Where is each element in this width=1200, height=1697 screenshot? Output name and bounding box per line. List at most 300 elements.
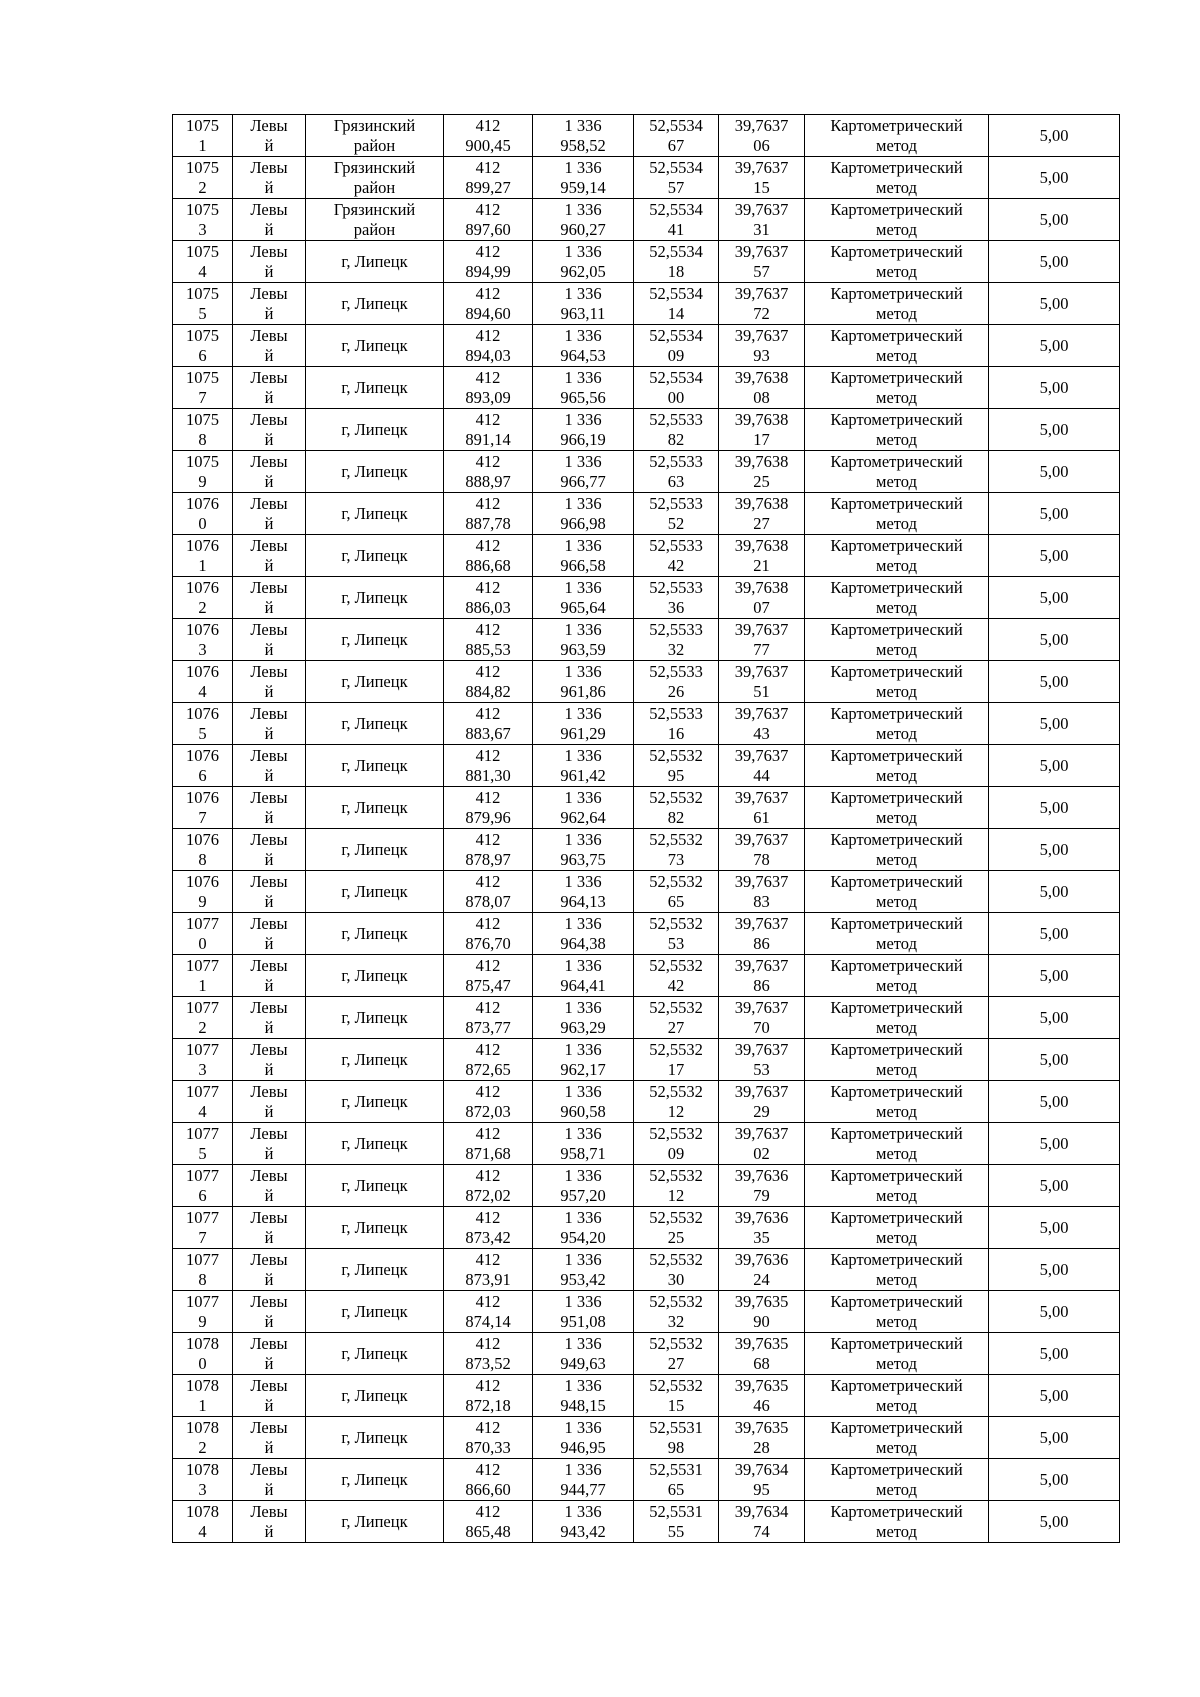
- y-coordinate-cell-line: 1 336: [564, 1417, 602, 1437]
- method-cell-line: Картометрический: [830, 997, 963, 1017]
- point-number-cell-line: 1078: [186, 1459, 219, 1479]
- x-coordinate-cell-line: 894,03: [465, 345, 511, 365]
- latitude-cell-line: 52,5533: [649, 577, 703, 597]
- latitude-cell-line: 52,5534: [649, 199, 703, 219]
- table-row: [173, 535, 1120, 577]
- method-cell: [805, 1417, 989, 1459]
- district-cell-line: г, Липецк: [341, 671, 408, 691]
- bank-side-cell-line: Левы: [250, 1375, 288, 1395]
- y-coordinate-cell: [533, 157, 634, 199]
- point-number-cell: [173, 115, 233, 157]
- latitude-cell: [634, 1291, 719, 1333]
- point-number-cell-line: 1077: [186, 1123, 219, 1143]
- latitude-cell-line: 12: [667, 1185, 685, 1205]
- accuracy-cell-value: 5,00: [1039, 1175, 1069, 1195]
- longitude-cell-line: 70: [753, 1017, 770, 1037]
- x-coordinate-cell-line: 412: [475, 157, 501, 177]
- bank-side-cell: [233, 871, 306, 913]
- method-cell: [805, 997, 989, 1039]
- district-cell-line: г, Липецк: [341, 965, 408, 985]
- longitude-cell: [719, 1501, 805, 1543]
- method-cell-line: метод: [876, 177, 917, 197]
- point-number-cell: [173, 997, 233, 1039]
- y-coordinate-cell-line: 966,77: [560, 471, 606, 491]
- district-cell-line: г, Липецк: [341, 419, 408, 439]
- method-cell-line: метод: [876, 765, 917, 785]
- method-cell-line: Картометрический: [830, 703, 963, 723]
- method-cell-line: метод: [876, 1101, 917, 1121]
- x-coordinate-cell-line: 886,68: [465, 555, 511, 575]
- point-number-cell: [173, 955, 233, 997]
- x-coordinate-cell: [444, 1417, 533, 1459]
- y-coordinate-cell-line: 949,63: [560, 1353, 606, 1373]
- accuracy-cell-value: 5,00: [1039, 461, 1069, 481]
- method-cell-line: метод: [876, 429, 917, 449]
- point-number-cell-line: 1075: [186, 325, 219, 345]
- bank-side-cell: [233, 1501, 306, 1543]
- y-coordinate-cell: [533, 955, 634, 997]
- longitude-cell: [719, 115, 805, 157]
- longitude-cell-line: 35: [753, 1227, 770, 1247]
- longitude-cell-line: 39,7637: [734, 325, 789, 345]
- method-cell-line: Картометрический: [830, 661, 963, 681]
- method-cell-line: Картометрический: [830, 1081, 963, 1101]
- point-number-cell: [173, 619, 233, 661]
- point-number-cell-line: 1076: [186, 745, 219, 765]
- accuracy-cell-value: 5,00: [1039, 1427, 1069, 1447]
- latitude-cell-line: 41: [667, 219, 685, 239]
- x-coordinate-cell: [444, 535, 533, 577]
- accuracy-cell-value: 5,00: [1039, 629, 1069, 649]
- table-row: [173, 1291, 1120, 1333]
- longitude-cell-line: 39,7636: [734, 1165, 789, 1185]
- bank-side-cell-line: Левы: [250, 199, 288, 219]
- bank-side-cell: [233, 703, 306, 745]
- method-cell-line: Картометрический: [830, 199, 963, 219]
- point-number-cell: [173, 241, 233, 283]
- longitude-cell-line: 39,7637: [734, 871, 789, 891]
- method-cell-line: метод: [876, 1311, 917, 1331]
- accuracy-cell-value: 5,00: [1039, 881, 1069, 901]
- method-cell-line: метод: [876, 471, 917, 491]
- x-coordinate-cell-line: 897,60: [465, 219, 511, 239]
- point-number-cell-line: 0: [198, 933, 207, 953]
- district-cell-line: Грязинский: [333, 199, 416, 219]
- latitude-cell-line: 52,5531: [649, 1417, 703, 1437]
- y-coordinate-cell-line: 1 336: [564, 871, 602, 891]
- district-cell: [306, 1207, 444, 1249]
- point-number-cell-line: 1076: [186, 493, 219, 513]
- bank-side-cell-line: й: [264, 681, 274, 701]
- table-row: [173, 1207, 1120, 1249]
- y-coordinate-cell-line: 1 336: [564, 997, 602, 1017]
- x-coordinate-cell: [444, 1081, 533, 1123]
- bank-side-cell-line: й: [264, 513, 274, 533]
- x-coordinate-cell: [444, 703, 533, 745]
- accuracy-cell: [989, 1207, 1120, 1249]
- x-coordinate-cell-line: 900,45: [465, 135, 511, 155]
- longitude-cell-line: 39,7638: [734, 493, 789, 513]
- method-cell-line: Картометрический: [830, 1501, 963, 1521]
- x-coordinate-cell: [444, 577, 533, 619]
- y-coordinate-cell: [533, 1207, 634, 1249]
- district-cell: [306, 1165, 444, 1207]
- x-coordinate-cell-line: 412: [475, 1459, 501, 1479]
- x-coordinate-cell: [444, 829, 533, 871]
- point-number-cell-line: 3: [198, 639, 207, 659]
- x-coordinate-cell: [444, 871, 533, 913]
- latitude-cell-line: 52,5533: [649, 619, 703, 639]
- longitude-cell: [719, 619, 805, 661]
- bank-side-cell-line: Левы: [250, 1459, 288, 1479]
- accuracy-cell: [989, 367, 1120, 409]
- longitude-cell: [719, 1249, 805, 1291]
- accuracy-cell: [989, 1123, 1120, 1165]
- method-cell-line: метод: [876, 1479, 917, 1499]
- latitude-cell: [634, 115, 719, 157]
- district-cell-line: г, Липецк: [341, 293, 408, 313]
- method-cell: [805, 493, 989, 535]
- longitude-cell-line: 39,7635: [734, 1333, 789, 1353]
- x-coordinate-cell-line: 865,48: [465, 1521, 511, 1541]
- latitude-cell-line: 09: [667, 1143, 685, 1163]
- bank-side-cell-line: й: [264, 1185, 274, 1205]
- y-coordinate-cell: [533, 1417, 634, 1459]
- longitude-cell-line: 39,7637: [734, 283, 789, 303]
- y-coordinate-cell-line: 1 336: [564, 1081, 602, 1101]
- y-coordinate-cell: [533, 745, 634, 787]
- bank-side-cell: [233, 1375, 306, 1417]
- y-coordinate-cell: [533, 1039, 634, 1081]
- accuracy-cell: [989, 577, 1120, 619]
- longitude-cell-line: 53: [753, 1059, 770, 1079]
- bank-side-cell: [233, 157, 306, 199]
- bank-side-cell: [233, 1123, 306, 1165]
- district-cell-line: г, Липецк: [341, 839, 408, 859]
- method-cell-line: Картометрический: [830, 787, 963, 807]
- x-coordinate-cell: [444, 451, 533, 493]
- point-number-cell: [173, 283, 233, 325]
- district-cell: [306, 787, 444, 829]
- longitude-cell-line: 43: [753, 723, 770, 743]
- accuracy-cell: [989, 325, 1120, 367]
- accuracy-cell-value: 5,00: [1039, 1091, 1069, 1111]
- y-coordinate-cell: [533, 913, 634, 955]
- district-cell: [306, 157, 444, 199]
- method-cell-line: метод: [876, 975, 917, 995]
- y-coordinate-cell-line: 954,20: [560, 1227, 606, 1247]
- latitude-cell-line: 52,5534: [649, 115, 703, 135]
- accuracy-cell-value: 5,00: [1039, 1301, 1069, 1321]
- latitude-cell-line: 98: [667, 1437, 685, 1457]
- longitude-cell-line: 46: [753, 1395, 770, 1415]
- y-coordinate-cell-line: 958,71: [560, 1143, 606, 1163]
- bank-side-cell: [233, 409, 306, 451]
- method-cell: [805, 1165, 989, 1207]
- accuracy-cell: [989, 1375, 1120, 1417]
- bank-side-cell-line: й: [264, 261, 274, 281]
- latitude-cell-line: 12: [667, 1101, 685, 1121]
- y-coordinate-cell: [533, 493, 634, 535]
- table-row: [173, 1501, 1120, 1543]
- table-row: [173, 1039, 1120, 1081]
- longitude-cell: [719, 913, 805, 955]
- bank-side-cell-line: й: [264, 135, 274, 155]
- longitude-cell: [719, 1081, 805, 1123]
- point-number-cell-line: 1075: [186, 241, 219, 261]
- longitude-cell: [719, 1165, 805, 1207]
- district-cell: [306, 1291, 444, 1333]
- district-cell: [306, 1249, 444, 1291]
- latitude-cell-line: 82: [667, 807, 685, 827]
- latitude-cell-line: 32: [667, 639, 685, 659]
- x-coordinate-cell-line: 873,91: [465, 1269, 511, 1289]
- x-coordinate-cell-line: 412: [475, 913, 501, 933]
- y-coordinate-cell-line: 1 336: [564, 661, 602, 681]
- longitude-cell-line: 61: [753, 807, 770, 827]
- longitude-cell: [719, 493, 805, 535]
- bank-side-cell-line: й: [264, 1353, 274, 1373]
- method-cell: [805, 1081, 989, 1123]
- method-cell: [805, 451, 989, 493]
- y-coordinate-cell: [533, 1291, 634, 1333]
- point-number-cell-line: 1076: [186, 577, 219, 597]
- district-cell-line: г, Липецк: [341, 1469, 408, 1489]
- bank-side-cell-line: й: [264, 429, 274, 449]
- y-coordinate-cell-line: 965,56: [560, 387, 606, 407]
- latitude-cell: [634, 451, 719, 493]
- longitude-cell-line: 78: [753, 849, 770, 869]
- method-cell-line: метод: [876, 219, 917, 239]
- x-coordinate-cell-line: 412: [475, 199, 501, 219]
- longitude-cell: [719, 283, 805, 325]
- y-coordinate-cell: [533, 451, 634, 493]
- y-coordinate-cell: [533, 115, 634, 157]
- y-coordinate-cell-line: 958,52: [560, 135, 606, 155]
- accuracy-cell-value: 5,00: [1039, 1259, 1069, 1279]
- method-cell: [805, 1039, 989, 1081]
- point-number-cell-line: 1: [198, 1395, 207, 1415]
- x-coordinate-cell-line: 873,52: [465, 1353, 511, 1373]
- method-cell: [805, 703, 989, 745]
- y-coordinate-cell-line: 1 336: [564, 1249, 602, 1269]
- latitude-cell: [634, 1039, 719, 1081]
- district-cell: [306, 913, 444, 955]
- x-coordinate-cell-line: 412: [475, 577, 501, 597]
- x-coordinate-cell: [444, 1165, 533, 1207]
- district-cell: [306, 451, 444, 493]
- bank-side-cell-line: Левы: [250, 325, 288, 345]
- y-coordinate-cell-line: 966,19: [560, 429, 606, 449]
- point-number-cell-line: 1: [198, 135, 207, 155]
- longitude-cell-line: 21: [753, 555, 770, 575]
- point-number-cell-line: 1077: [186, 1081, 219, 1101]
- district-cell: [306, 1333, 444, 1375]
- point-number-cell-line: 4: [198, 1101, 207, 1121]
- latitude-cell-line: 52,5532: [649, 1081, 703, 1101]
- point-number-cell: [173, 325, 233, 367]
- table-row: [173, 1459, 1120, 1501]
- point-number-cell-line: 1078: [186, 1417, 219, 1437]
- x-coordinate-cell: [444, 1039, 533, 1081]
- table-row: [173, 1165, 1120, 1207]
- accuracy-cell-value: 5,00: [1039, 1049, 1069, 1069]
- method-cell: [805, 283, 989, 325]
- point-number-cell-line: 9: [198, 1311, 207, 1331]
- x-coordinate-cell-line: 412: [475, 367, 501, 387]
- district-cell: [306, 199, 444, 241]
- y-coordinate-cell-line: 961,42: [560, 765, 606, 785]
- method-cell-line: метод: [876, 639, 917, 659]
- latitude-cell-line: 14: [667, 303, 685, 323]
- y-coordinate-cell-line: 948,15: [560, 1395, 606, 1415]
- x-coordinate-cell-line: 884,82: [465, 681, 511, 701]
- method-cell-line: Картометрический: [830, 1333, 963, 1353]
- district-cell-line: г, Липецк: [341, 1049, 408, 1069]
- accuracy-cell-value: 5,00: [1039, 293, 1069, 313]
- district-cell-line: г, Липецк: [341, 503, 408, 523]
- bank-side-cell-line: Левы: [250, 997, 288, 1017]
- point-number-cell: [173, 871, 233, 913]
- method-cell-line: Картометрический: [830, 1207, 963, 1227]
- longitude-cell-line: 39,7636: [734, 1207, 789, 1227]
- point-number-cell-line: 9: [198, 471, 207, 491]
- point-number-cell: [173, 1249, 233, 1291]
- x-coordinate-cell-line: 412: [475, 493, 501, 513]
- bank-side-cell-line: Левы: [250, 535, 288, 555]
- y-coordinate-cell-line: 1 336: [564, 115, 602, 135]
- bank-side-cell-line: Левы: [250, 913, 288, 933]
- accuracy-cell: [989, 997, 1120, 1039]
- latitude-cell: [634, 199, 719, 241]
- longitude-cell-line: 39,7635: [734, 1291, 789, 1311]
- bank-side-cell: [233, 1291, 306, 1333]
- longitude-cell: [719, 661, 805, 703]
- method-cell: [805, 829, 989, 871]
- longitude-cell-line: 39,7637: [734, 745, 789, 765]
- district-cell-line: г, Липецк: [341, 335, 408, 355]
- point-number-cell-line: 5: [198, 723, 207, 743]
- point-number-cell: [173, 1417, 233, 1459]
- accuracy-cell: [989, 787, 1120, 829]
- bank-side-cell-line: й: [264, 1479, 274, 1499]
- x-coordinate-cell-line: 412: [475, 1039, 501, 1059]
- latitude-cell-line: 52,5532: [649, 1165, 703, 1185]
- y-coordinate-cell: [533, 577, 634, 619]
- bank-side-cell-line: й: [264, 177, 274, 197]
- longitude-cell-line: 39,7637: [734, 1081, 789, 1101]
- method-cell: [805, 241, 989, 283]
- y-coordinate-cell-line: 1 336: [564, 493, 602, 513]
- method-cell-line: Картометрический: [830, 871, 963, 891]
- table-row: [173, 1249, 1120, 1291]
- method-cell-line: метод: [876, 933, 917, 953]
- latitude-cell-line: 25: [667, 1227, 685, 1247]
- point-number-cell: [173, 1123, 233, 1165]
- method-cell-line: Картометрический: [830, 367, 963, 387]
- point-number-cell-line: 1075: [186, 199, 219, 219]
- bank-side-cell-line: й: [264, 891, 274, 911]
- point-number-cell-line: 1076: [186, 703, 219, 723]
- point-number-cell-line: 1075: [186, 409, 219, 429]
- method-cell: [805, 115, 989, 157]
- y-coordinate-cell: [533, 619, 634, 661]
- method-cell-line: Картометрический: [830, 325, 963, 345]
- latitude-cell-line: 52,5533: [649, 535, 703, 555]
- point-number-cell-line: 0: [198, 1353, 207, 1373]
- method-cell: [805, 619, 989, 661]
- x-coordinate-cell-line: 881,30: [465, 765, 511, 785]
- district-cell-line: г, Липецк: [341, 1217, 408, 1237]
- bank-side-cell-line: Левы: [250, 1333, 288, 1353]
- method-cell: [805, 409, 989, 451]
- y-coordinate-cell-line: 964,13: [560, 891, 606, 911]
- bank-side-cell: [233, 199, 306, 241]
- district-cell: [306, 577, 444, 619]
- district-cell-line: г, Липецк: [341, 377, 408, 397]
- district-cell-line: г, Липецк: [341, 713, 408, 733]
- table-row: [173, 913, 1120, 955]
- point-number-cell: [173, 577, 233, 619]
- point-number-cell: [173, 703, 233, 745]
- latitude-cell: [634, 619, 719, 661]
- bank-side-cell-line: Левы: [250, 1165, 288, 1185]
- accuracy-cell: [989, 913, 1120, 955]
- bank-side-cell-line: й: [264, 1143, 274, 1163]
- accuracy-cell-value: 5,00: [1039, 335, 1069, 355]
- y-coordinate-cell: [533, 661, 634, 703]
- x-coordinate-cell-line: 888,97: [465, 471, 511, 491]
- latitude-cell-line: 52,5534: [649, 283, 703, 303]
- x-coordinate-cell: [444, 619, 533, 661]
- point-number-cell: [173, 661, 233, 703]
- y-coordinate-cell: [533, 1123, 634, 1165]
- method-cell-line: Картометрический: [830, 955, 963, 975]
- accuracy-cell-value: 5,00: [1039, 1133, 1069, 1153]
- district-cell: [306, 1501, 444, 1543]
- method-cell: [805, 1375, 989, 1417]
- latitude-cell-line: 52,5532: [649, 1039, 703, 1059]
- x-coordinate-cell-line: 412: [475, 325, 501, 345]
- x-coordinate-cell-line: 872,02: [465, 1185, 511, 1205]
- method-cell-line: метод: [876, 807, 917, 827]
- latitude-cell-line: 30: [667, 1269, 685, 1289]
- longitude-cell-line: 24: [753, 1269, 770, 1289]
- point-number-cell-line: 1076: [186, 661, 219, 681]
- method-cell-line: Картометрический: [830, 409, 963, 429]
- table-row: [173, 1417, 1120, 1459]
- method-cell-line: метод: [876, 303, 917, 323]
- y-coordinate-cell-line: 963,59: [560, 639, 606, 659]
- longitude-cell: [719, 829, 805, 871]
- x-coordinate-cell: [444, 787, 533, 829]
- longitude-cell-line: 72: [753, 303, 770, 323]
- table-row: [173, 367, 1120, 409]
- longitude-cell-line: 39,7637: [734, 997, 789, 1017]
- method-cell: [805, 1207, 989, 1249]
- method-cell: [805, 199, 989, 241]
- table-row: [173, 577, 1120, 619]
- accuracy-cell: [989, 1459, 1120, 1501]
- accuracy-cell: [989, 409, 1120, 451]
- bank-side-cell-line: й: [264, 639, 274, 659]
- longitude-cell-line: 39,7637: [734, 1039, 789, 1059]
- district-cell-line: г, Липецк: [341, 1427, 408, 1447]
- y-coordinate-cell-line: 1 336: [564, 199, 602, 219]
- coordinates-table: [172, 114, 1120, 1543]
- y-coordinate-cell-line: 1 336: [564, 157, 602, 177]
- point-number-cell-line: 1077: [186, 1291, 219, 1311]
